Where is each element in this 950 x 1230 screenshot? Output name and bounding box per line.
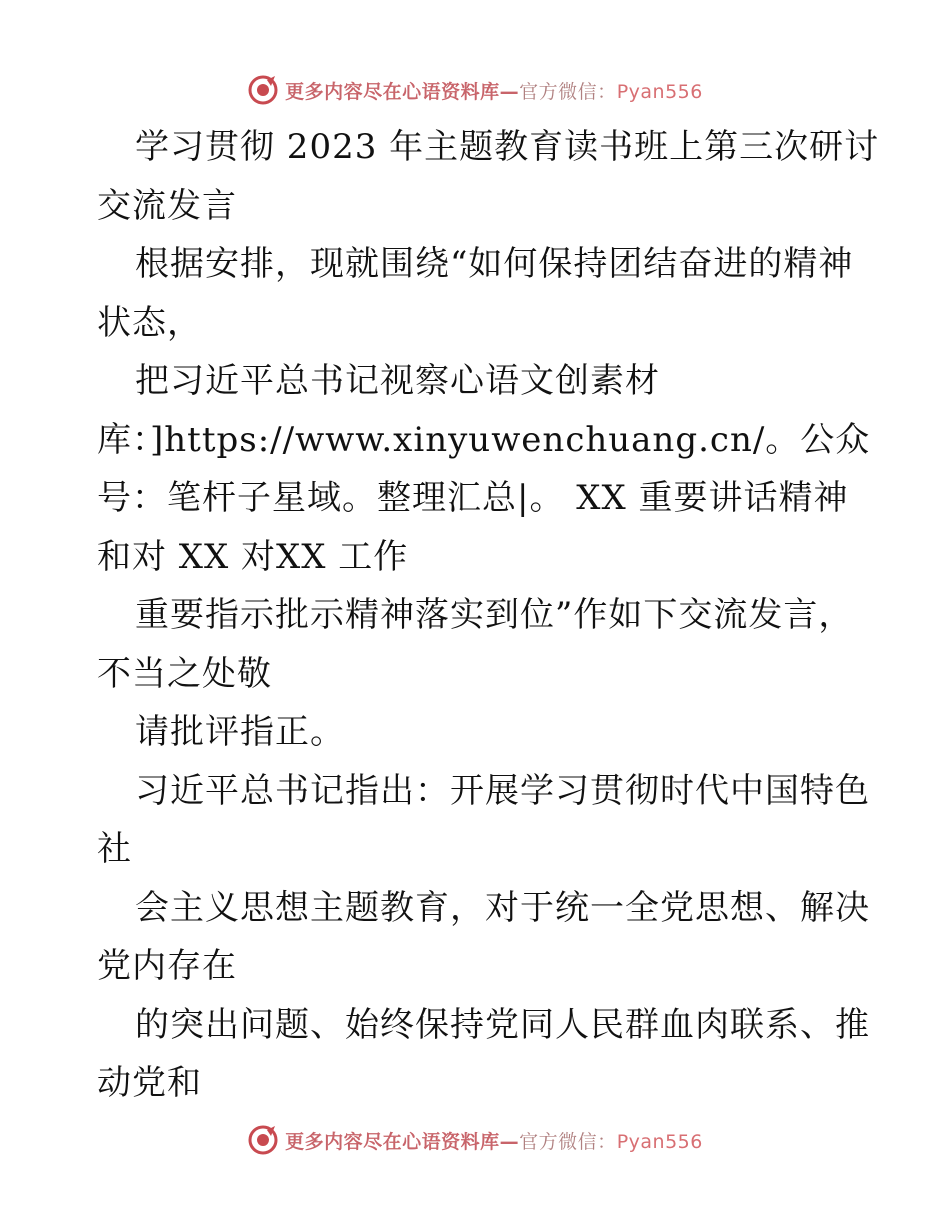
paragraph-line: 状态， xyxy=(97,302,202,343)
footer-account: Pyan556 xyxy=(616,1130,703,1153)
paragraph-line: 动党和 xyxy=(97,1063,202,1103)
pen-seal-logo-icon xyxy=(247,1124,279,1156)
paragraph-line: 根据安排，现就围绕“如何保持团结奋进的精神 xyxy=(135,244,854,284)
paragraph-line: 的突出问题、始终保持党同人民群血肉联系、推 xyxy=(135,1004,870,1045)
paragraph-line: 学习贯彻 2023 年主题教育读书班上第三次研讨 xyxy=(135,127,880,167)
header-slogan: 更多内容尽在心语资料库 xyxy=(285,80,500,103)
footer-slogan: 更多内容尽在心语资料库 xyxy=(285,1130,500,1153)
paragraph-line: 会主义思想主题教育，对于统一全党思想、解决 xyxy=(135,887,870,928)
pen-seal-logo-icon xyxy=(247,74,279,106)
paragraph-line: 不当之处敬 xyxy=(97,653,272,694)
paragraph-line: 请批评指正。 xyxy=(135,712,345,752)
header-dash: — xyxy=(499,80,520,103)
paragraph-line: 习近平总书记指出：开展学习贯彻时代中国特色 xyxy=(135,770,870,811)
footer-banner xyxy=(0,1120,950,1160)
paragraph-line: 把习近平总书记视察心语文创素材 xyxy=(135,361,660,401)
footer-banner-text xyxy=(285,1127,703,1154)
footer-dash: — xyxy=(499,1130,520,1153)
paragraph-line: 号：笔杆子星域。整理汇总|。 XX 重要讲话精神 xyxy=(97,478,849,518)
paragraph-line: 和对 XX 对XX 工作 xyxy=(97,536,409,577)
footer-wechat-label: 官方微信： xyxy=(519,1130,617,1153)
paragraph-line: 重要指示批示精神落实到位”作如下交流发言， xyxy=(135,595,854,635)
paragraph-line: 库：]https://www.xinyuwenchuang.cn/。公众 xyxy=(97,419,871,460)
paragraph-line: 党内存在 xyxy=(97,946,237,986)
header-wechat-label: 官方微信： xyxy=(519,80,617,103)
header-banner-text xyxy=(285,77,703,104)
document-body xyxy=(97,118,880,1113)
header-banner xyxy=(0,70,950,110)
header-account: Pyan556 xyxy=(616,80,703,103)
paragraph-line: 社 xyxy=(97,829,132,869)
paragraph-line: 交流发言 xyxy=(97,185,237,226)
